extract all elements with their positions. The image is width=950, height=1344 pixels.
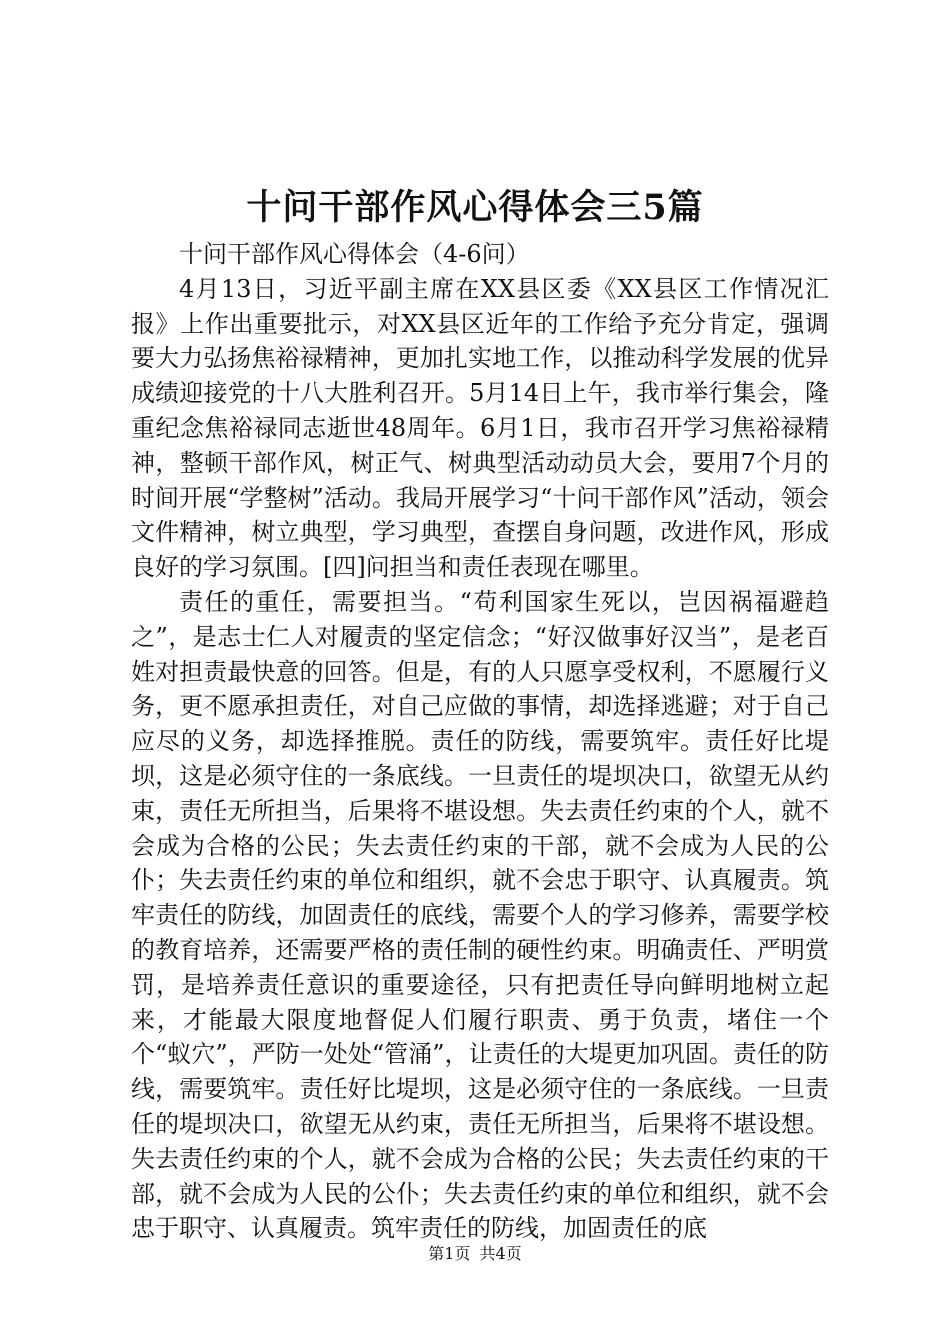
body-paragraph-2: 责任的重任，需要担当。“苟利国家生死以，岂因祸福避趋之”，是志士仁人对履责的坚定信念；“好汉做事好汉当”，是老百姓对担责最快意的回答。但是，有的人只愿享受权利，不愿履行义务，更不愿承担责任，对自己应做的事情，却选择逃避；对于自己应尽的义务，却选择推脱。责任的防线，需要筑牢。责任好比堤坝，这是必须守住的一条底线。一旦责任的堤坝决口，欲望无从约束，责任无所担当，后果将不堪设想。失去责任约束的个人，就不会成为合格的公民；失去责任约束的干部，就不会成为人民的公仆；失去责任约束的单位和组织，就不会忠于职守、认真履责。筑牢责任的防线，加固责任的底线，需要个人的学习修养，需要学校的教育培养，还需要严格的责任制的硬性约束。明确责任、严明赏罚，是培养责任意识的重要途径，只有把责任导向鲜明地树立起来，才能最大限度地督促人们履行职责、勇于负责，堵住一个个“蚁穴”，严防一处处“管涌”，让责任的大堤更加巩固。责任的防线，需要筑牢。责任好比堤坝，这是必须守住的一条底线。一旦责任的堤坝决口，欲望无从约束，责任无所担当，后果将不堪设想。失去责任约束的个人，就不会成为合格的公民；失去责任约束的干部，就不会成为人民的公仆；失去责任约束的单位和组织，就不会忠于职守、认真履责。筑牢责任的防线，加固责任的底 — [131, 587, 829, 1243]
page-footer — [0, 1243, 950, 1265]
document-title: 十问干部作风心得体会三5篇 — [246, 187, 704, 228]
page-number: 第1页 — [428, 1244, 471, 1263]
document-body — [131, 237, 829, 1246]
subtitle-paragraph: 十问干部作风心得体会（4-6问） — [179, 240, 530, 268]
body-paragraph-1: 4月13日，习近平副主席在XX县区委《XX县区工作情况汇报》上作出重要批示，对XX县区近年的工作给予充分肯定，强调要大力弘扬焦裕禄精神，更加扎实地工作，以推动科学发展的优异成绩迎接党的十八大胜利召开。5月14日上午，我市举行集会，隆重纪念焦裕禄同志逝世48周年。6月1日，我市召开学习焦裕禄精神，整顿干部作风，树正气、树典型活动动员大会，要用7个月的时间开展“学整树”活动。我局开展学习“十问干部作风”活动，领会文件精神，树立典型，学习典型，查摆自身问题，改进作风，形成良好的学习氛围。[四]问担当和责任表现在哪里。 — [131, 274, 829, 582]
page-total: 共4页 — [479, 1244, 522, 1263]
